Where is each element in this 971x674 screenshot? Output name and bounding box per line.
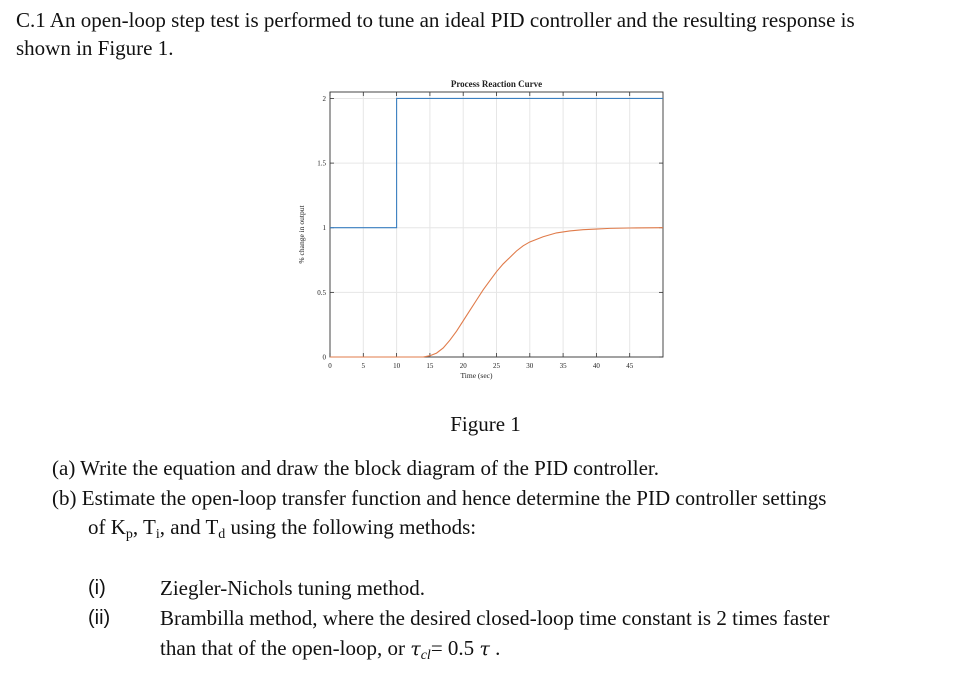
part-b-text-mid2: , and T — [159, 515, 219, 539]
figure-caption: Figure 1 — [450, 412, 521, 436]
x-tick-label: 45 — [626, 362, 634, 370]
part-b-text-post: using the following methods: — [225, 515, 477, 539]
x-tick-label: 40 — [592, 362, 600, 370]
x-tick-label: 25 — [493, 362, 500, 370]
question-line-2: shown in Figure 1. — [16, 36, 174, 60]
y-tick-label: 1 — [322, 224, 326, 233]
subpart-ii-text-mid: = 0.5 — [430, 636, 480, 660]
subpart-ii-text-2 — [160, 636, 500, 662]
subpart-ii-text-1: Brambilla method, where the desired closed-loop time constant is 2 times faster — [160, 606, 830, 630]
figure-chart — [280, 72, 680, 392]
ti-subscript: i — [155, 527, 160, 542]
y-tick-label: 1.5 — [317, 159, 326, 168]
part-a: (a) Write the equation and draw the block diagram of the PID controller. — [52, 456, 659, 480]
x-tick-label: 30 — [526, 362, 534, 370]
x-axis-label: Time (sec) — [460, 371, 493, 380]
part-b-line-1: (b) Estimate the open-loop transfer function and hence determine the PID controller settings — [52, 486, 827, 510]
x-tick-label: 10 — [393, 362, 401, 370]
subpart-ii-text-post: . — [489, 636, 501, 660]
tau-symbol: τ — [479, 638, 490, 660]
x-tick-label: 15 — [426, 362, 434, 370]
y-tick-label: 0.5 — [317, 288, 326, 297]
kp-subscript: p — [125, 527, 133, 542]
y-tick-label: 0 — [322, 353, 326, 362]
y-tick-label: 2 — [322, 94, 326, 103]
chart-title: Process Reaction Curve — [450, 79, 543, 89]
subpart-ii-text-pre: than that of the open-loop, or — [160, 636, 411, 660]
tau-cl-subscript: cl — [420, 648, 431, 663]
part-b-text-pre: of K — [88, 515, 126, 539]
td-subscript: d — [218, 527, 226, 542]
x-tick-label: 0 — [328, 362, 332, 370]
subpart-ii-label: (ii) — [88, 607, 111, 629]
part-b-line-2 — [88, 515, 476, 540]
x-tick-label: 35 — [559, 362, 567, 370]
x-tick-label: 5 — [361, 362, 366, 370]
part-b-text-mid1: , T — [132, 515, 156, 539]
x-tick-label: 20 — [459, 362, 467, 370]
subpart-i-label: (i) — [88, 577, 106, 599]
question-line-1: C.1 An open-loop step test is performed to tune an ideal PID controller and the resulting response is — [16, 8, 855, 32]
chart-svg — [280, 72, 680, 392]
tau-cl-symbol: τ — [410, 638, 421, 660]
y-axis-label: % change in output — [297, 205, 306, 264]
subpart-i-text: Ziegler-Nichols tuning method. — [160, 576, 425, 600]
